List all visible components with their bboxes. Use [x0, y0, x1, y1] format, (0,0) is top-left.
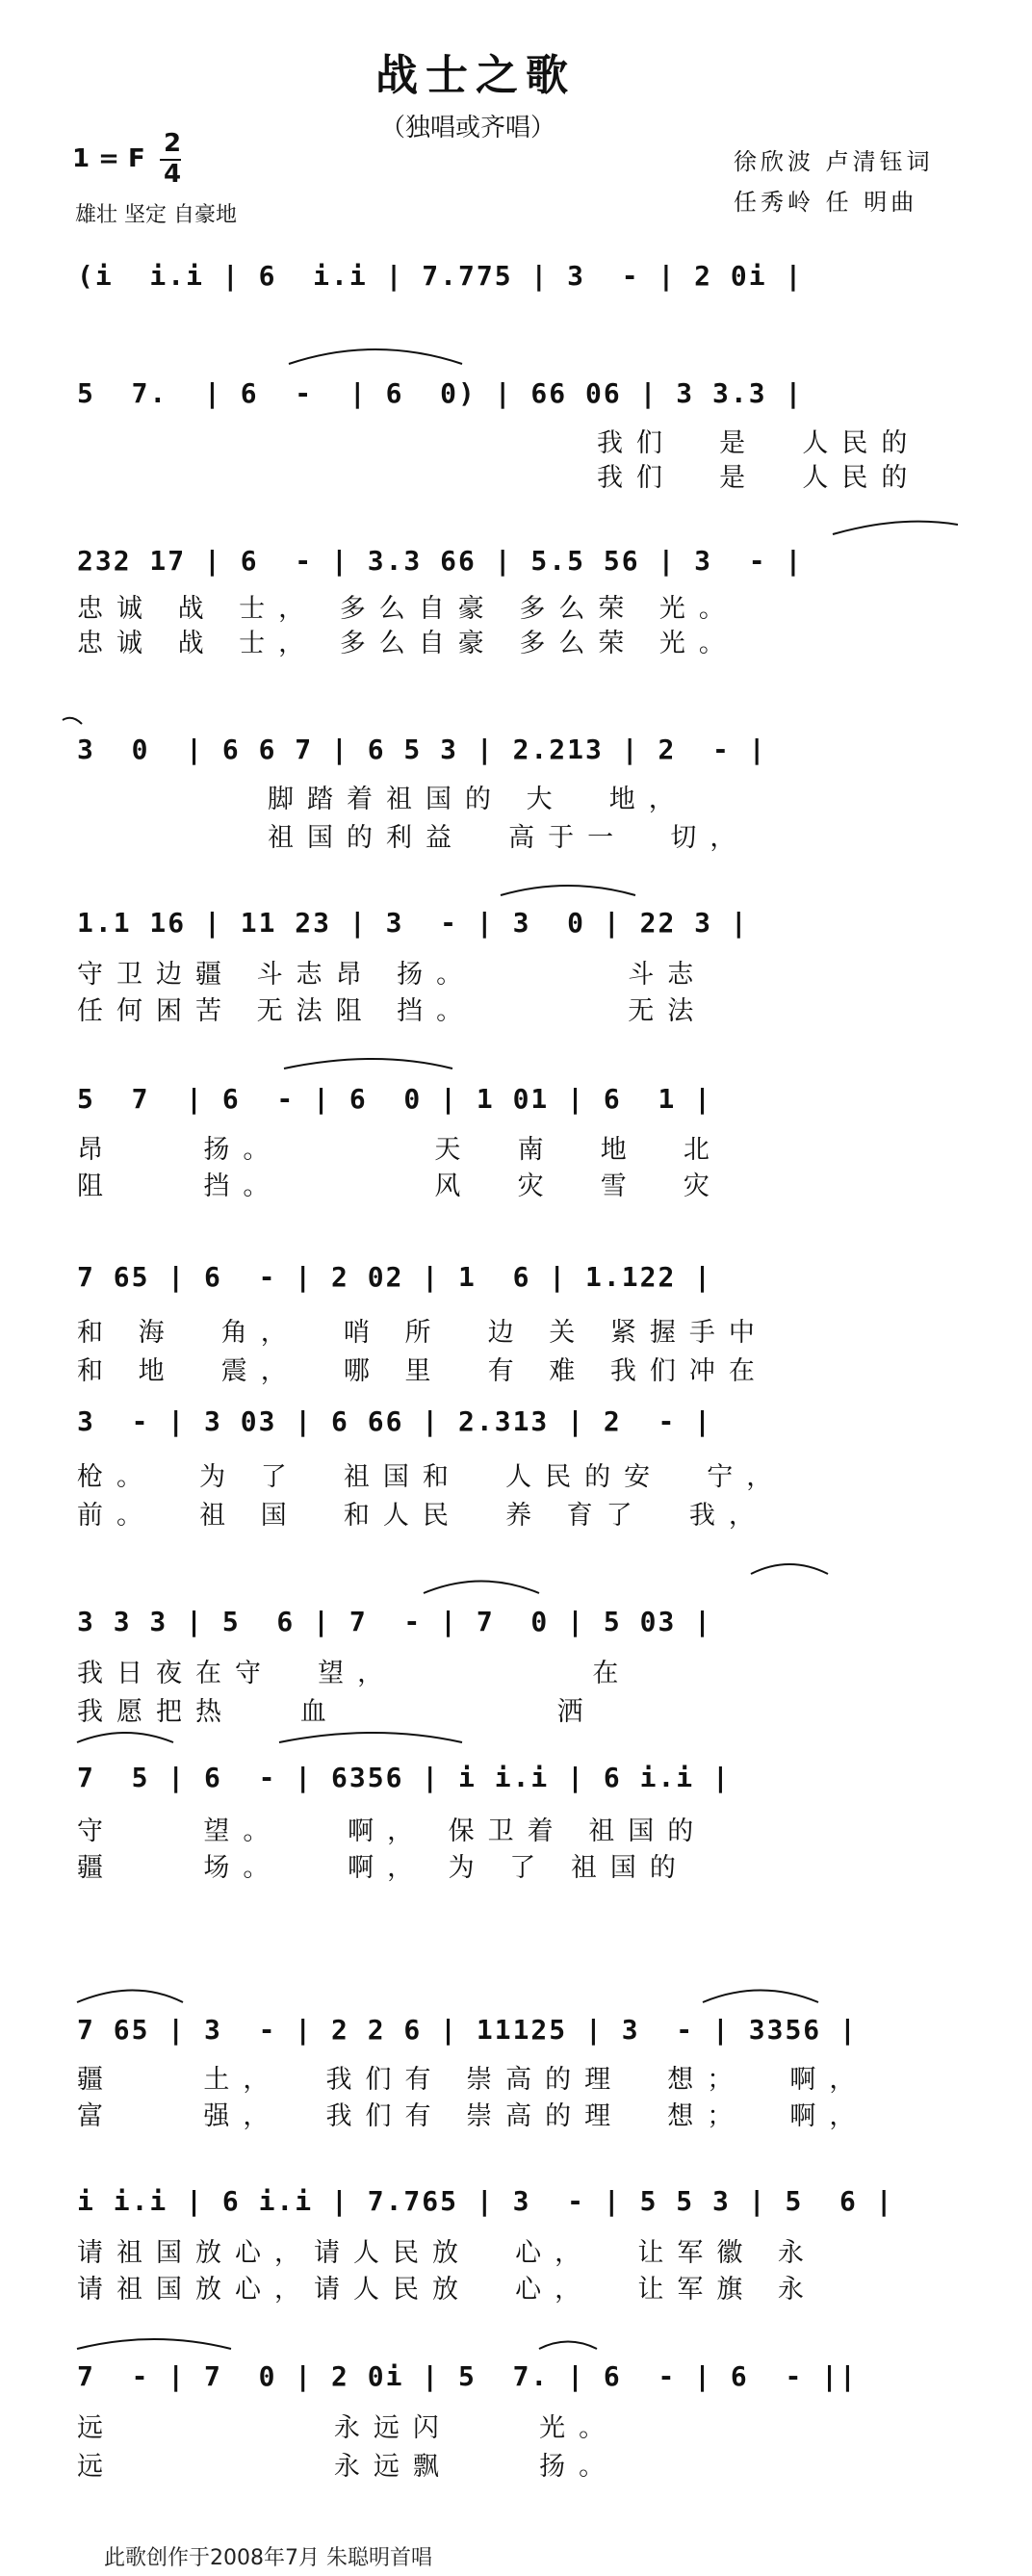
- notation-system-13: [67, 2360, 972, 2399]
- lyrics-verse-1: 守 望。 啊， 保卫着 祖国的: [77, 1816, 708, 1846]
- notes-line: 3 3 3 | 5 6 | 7 - | 7 0 | 5 03 |: [77, 1606, 713, 1637]
- key-signature: 1 = F: [72, 144, 145, 173]
- lyrics-verse-2: 阻 挡。 风 灾 雪 灾: [77, 1172, 723, 1201]
- lyrics-verse-1: 疆 土， 我们有 崇高的理 想； 啊，: [77, 2065, 869, 2095]
- lyrics-verse-2: 忠诚 战 士， 多么自豪 多么荣 光。: [77, 629, 738, 658]
- notation-system-2: [67, 377, 972, 416]
- time-signature-top: 2: [164, 129, 182, 158]
- lyrics-verse-1: 忠诚 战 士， 多么自豪 多么荣 光。: [77, 594, 738, 624]
- notation-system-4: [67, 734, 972, 772]
- lyrics-verse-2: 我们 是 人民的: [597, 463, 921, 493]
- notation-system-1: [67, 260, 972, 298]
- notation-system-3: [67, 545, 972, 583]
- notes-line: 1.1 16 | 11 23 | 3 - | 3 0 | 22 3 |: [77, 907, 749, 939]
- notes-line: 3 - | 3 03 | 6 66 | 2.313 | 2 - |: [77, 1405, 713, 1437]
- notes-line: 7 65 | 3 - | 2 2 6 | 11125 | 3 - | 3356 |: [77, 2014, 858, 2046]
- lyrics-verse-2: 任何困苦 无法阻 挡。 无法: [77, 996, 708, 1026]
- lyrics-verse-1: 远 永远闪 光。: [77, 2413, 619, 2443]
- lyrics-verse-1: 和 海 角， 哨 所 边 关 紧握手中: [77, 1318, 768, 1348]
- lyrics-verse-2: 祖国的利益 高于一 切，: [268, 823, 750, 853]
- notation-system-8: [67, 1405, 972, 1444]
- lyricist-credit: 徐欣波 卢清钰词: [734, 148, 934, 175]
- notation-system-6: [67, 1083, 972, 1121]
- notes-line: 3 0 | 6 6 7 | 6 5 3 | 2.213 | 2 - |: [77, 734, 767, 765]
- notes-line: 232 17 | 6 - | 3.3 66 | 5.5 56 | 3 - |: [77, 545, 804, 577]
- notes-line: (i i.i | 6 i.i | 7.775 | 3 - | 2 0i |: [77, 260, 804, 292]
- lyrics-verse-2: 疆 场。 啊， 为 了 祖国的: [77, 1853, 689, 1883]
- notes-line: 7 5 | 6 - | 6356 | i i.i | 6 i.i |: [77, 1762, 731, 1793]
- page-title: 战士之歌: [375, 51, 576, 100]
- notation-system-5: [67, 907, 972, 945]
- lyrics-verse-2: 富 强， 我们有 崇高的理 想； 啊，: [77, 2101, 869, 2131]
- lyrics-verse-1: 枪。 为 了 祖国和 人民的安 宁，: [77, 1462, 787, 1492]
- lyrics-verse-1: 守卫边疆 斗志昂 扬。 斗志: [77, 960, 708, 990]
- notation-system-7: [67, 1261, 972, 1300]
- notes-line: 7 65 | 6 - | 2 02 | 1 6 | 1.122 |: [77, 1261, 713, 1293]
- notes-line: 5 7 | 6 - | 6 0 | 1 01 | 6 1 |: [77, 1083, 713, 1115]
- lyrics-verse-1: 脚踏着祖国的 大 地，: [268, 785, 688, 814]
- notes-line: i i.i | 6 i.i | 7.765 | 3 - | 5 5 3 | 5 6 |: [77, 2185, 894, 2217]
- footer-note: 此歌创作于2008年7月 朱聪明首唱: [104, 2546, 432, 2570]
- time-signature-bottom: 4: [164, 160, 182, 189]
- subtitle: （独唱或齐唱）: [380, 114, 556, 142]
- lyrics-verse-2: 我愿把热 血 洒: [77, 1697, 597, 1727]
- lyrics-verse-2: 和 地 震， 哪 里 有 难 我们冲在: [77, 1356, 768, 1386]
- composer-credit: 任秀岭 任 明曲: [734, 189, 918, 216]
- lyrics-verse-1: 请祖国放心，请人民放 心， 让军徽 永: [77, 2238, 817, 2268]
- lyrics-verse-1: 我们 是 人民的: [597, 428, 921, 458]
- lyrics-verse-2: 请祖国放心，请人民放 心， 让军旗 永: [77, 2275, 817, 2305]
- lyrics-verse-2: 前。 祖 国 和人民 养 育了 我，: [77, 1501, 768, 1531]
- lyrics-verse-1: 昂 扬。 天 南 地 北: [77, 1135, 723, 1165]
- lyrics-verse-2: 远 永远飘 扬。: [77, 2452, 619, 2482]
- notation-system-10: [67, 1762, 972, 1800]
- notes-line: 5 7. | 6 - | 6 0) | 66 06 | 3 3.3 |: [77, 377, 804, 409]
- notation-system-9: [67, 1606, 972, 1644]
- notation-system-11: [67, 2014, 972, 2052]
- notes-line: 7 - | 7 0 | 2 0i | 5 7. | 6 - | 6 - ||: [77, 2360, 858, 2392]
- notation-system-12: [67, 2185, 972, 2224]
- lyrics-verse-1: 我日夜在守 望， 在: [77, 1659, 632, 1688]
- tempo-marking: 雄壮 坚定 自豪地: [75, 203, 237, 227]
